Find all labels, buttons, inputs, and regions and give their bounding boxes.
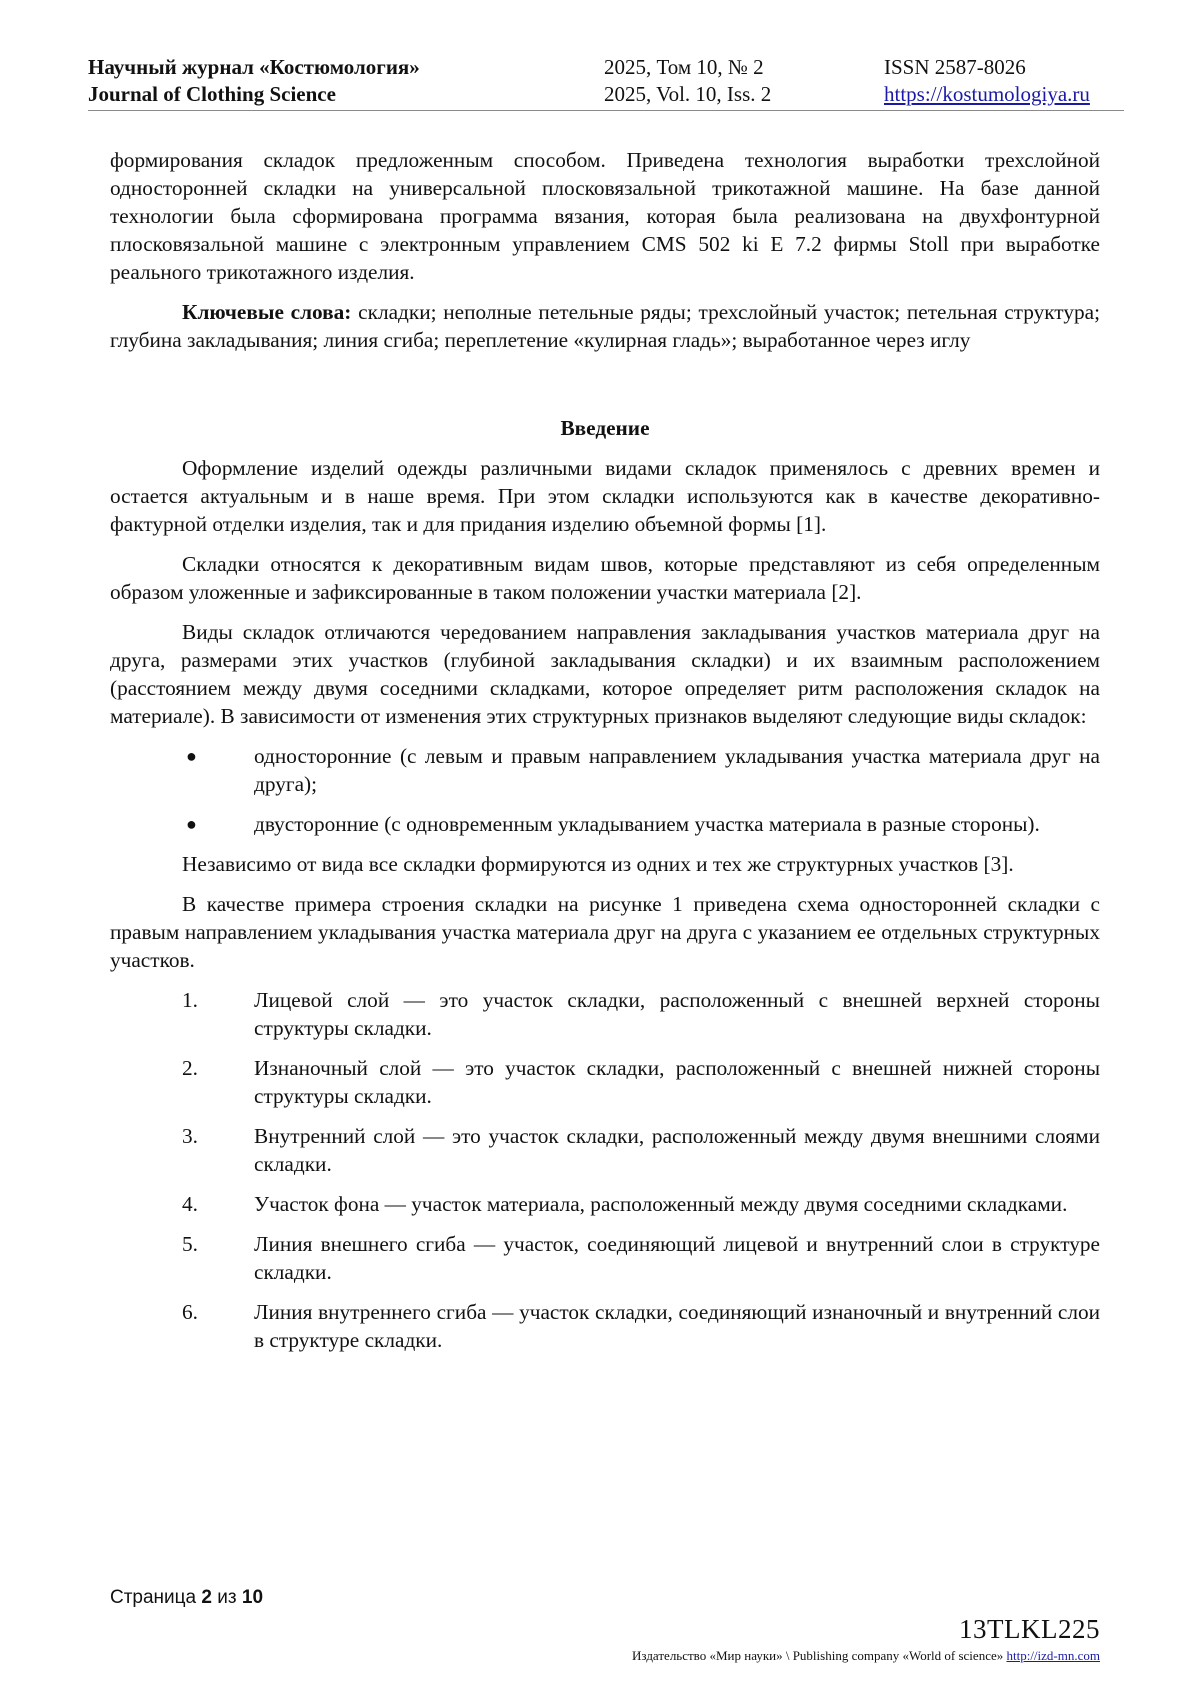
paragraph: В качестве примера строения складки на рисунке 1 приведена схема односторонней складки с правым направлением укладывания участка материала друг на друга с указанием ее отдельных структурных участков. — [110, 892, 1100, 972]
bullet-item — [110, 810, 1100, 838]
bullet-icon: ● — [186, 814, 197, 834]
numbered-item — [110, 1190, 1100, 1218]
bullet-icon: ● — [186, 746, 197, 766]
running-header — [88, 52, 1124, 111]
issue-en: 2025, Vol. 10, Iss. 2 — [604, 82, 772, 106]
numbered-item — [110, 1122, 1100, 1178]
paragraph: Виды складок отличаются чередованием направления закладывания участков материала друг на друга, размерами этих участков (глубиной закладывания складки) и их взаимным расположением (расстоянием между двумя соседними складками, которое определяет ритм расположения складок на материале). В зависимости от изменения этих структурных признаков выделяют следующие виды складок: — [110, 620, 1100, 728]
item-text: Участок фона — участок материала, расположенный между двумя соседними складками. — [254, 1192, 1068, 1216]
page-word: Страница — [110, 1587, 197, 1608]
bullet-item — [110, 742, 1100, 798]
abstract-tail: формирования складок предложенным способом. Приведена технология выработки трехслойной односторонней складки на универсальной плосковязальной трикотажной машине. На базе данной технологии была сформирована программа вязания, которая была реализована на двухфонтурной плосковязальной машине с электронным управлением CMS 502 ki E 7.2 фирмы Stoll при выработке реального трикотажного изделия. — [110, 148, 1100, 284]
item-text: Изнаночный слой — это участок складки, расположенный с внешней нижней стороны структуры складки. — [254, 1056, 1100, 1108]
article-code: 13TLKL225 — [959, 1614, 1100, 1644]
item-number: 5. — [182, 1232, 198, 1256]
item-number: 3. — [182, 1124, 198, 1148]
page-number — [110, 1586, 263, 1610]
numbered-item — [110, 1054, 1100, 1110]
issn: ISSN 2587-8026 — [884, 55, 1026, 79]
journal-title-ru: Научный журнал «Костюмология» — [88, 55, 420, 79]
item-number: 1. — [182, 988, 198, 1012]
paragraph: Независимо от вида все складки формируются из одних и тех же структурных участков [3]. — [182, 852, 1014, 876]
numbered-item — [110, 1230, 1100, 1286]
page-of: из — [217, 1587, 237, 1608]
publisher-link[interactable]: http://izd-mn.com — [1006, 1648, 1100, 1663]
section-title: Введение — [560, 416, 650, 440]
bullet-text: двусторонние (с одновременным укладыванием участка материала в разные стороны). — [254, 812, 1040, 836]
page-total: 10 — [241, 1587, 264, 1608]
numbered-item — [110, 1298, 1100, 1354]
item-text: Линия внешнего сгиба — участок, соединяющий лицевой и внутренний слои в структуре складки. — [254, 1232, 1100, 1284]
item-number: 4. — [182, 1192, 198, 1216]
journal-title-en: Journal of Clothing Science — [88, 82, 336, 106]
bullet-text: односторонние (с левым и правым направлением укладывания участка материала друг на друга); — [254, 744, 1100, 796]
paragraph: Оформление изделий одежды различными видами складок применялось с древних времен и остается актуальным и в наше время. При этом складки используются как в качестве декоративно-фактурной отделки изделия, так и для придания изделию объемной формы [1]. — [110, 456, 1100, 536]
item-text: Лицевой слой — это участок складки, расположенный с внешней верхней стороны структуры складки. — [254, 988, 1100, 1040]
article-body — [110, 146, 1100, 1366]
issn-block — [884, 54, 1090, 108]
issue-ru: 2025, Том 10, № 2 — [604, 55, 764, 79]
journal-title-block — [88, 54, 420, 108]
publisher-text: Издательство «Мир науки» \ Publishing company «World of science» — [632, 1648, 1004, 1663]
page-current: 2 — [201, 1587, 212, 1608]
keywords-label: Ключевые слова: — [182, 300, 352, 324]
item-text: Линия внутреннего сгиба — участок складки, соединяющий изнаночный и внутренний слои в структуре складки. — [254, 1300, 1100, 1352]
item-text: Внутренний слой — это участок складки, расположенный между двумя внешними слоями складки. — [254, 1124, 1100, 1176]
item-number: 6. — [182, 1300, 198, 1324]
publisher-line — [632, 1648, 1100, 1664]
keywords — [110, 298, 1100, 354]
item-number: 2. — [182, 1056, 198, 1080]
keywords-text: складки; неполные петельные ряды; трехслойный участок; петельная структура; глубина закладывания; линия сгиба; переплетение «кулирная гладь»; выработанное через иглу — [110, 300, 1100, 352]
issue-block — [604, 54, 771, 108]
journal-url-link[interactable]: https://kostumologiya.ru — [884, 82, 1090, 106]
paragraph: Складки относятся к декоративным видам швов, которые представляют из себя определенным образом уложенные и зафиксированные в таком положении участки материала [2]. — [110, 552, 1100, 604]
numbered-item — [110, 986, 1100, 1042]
